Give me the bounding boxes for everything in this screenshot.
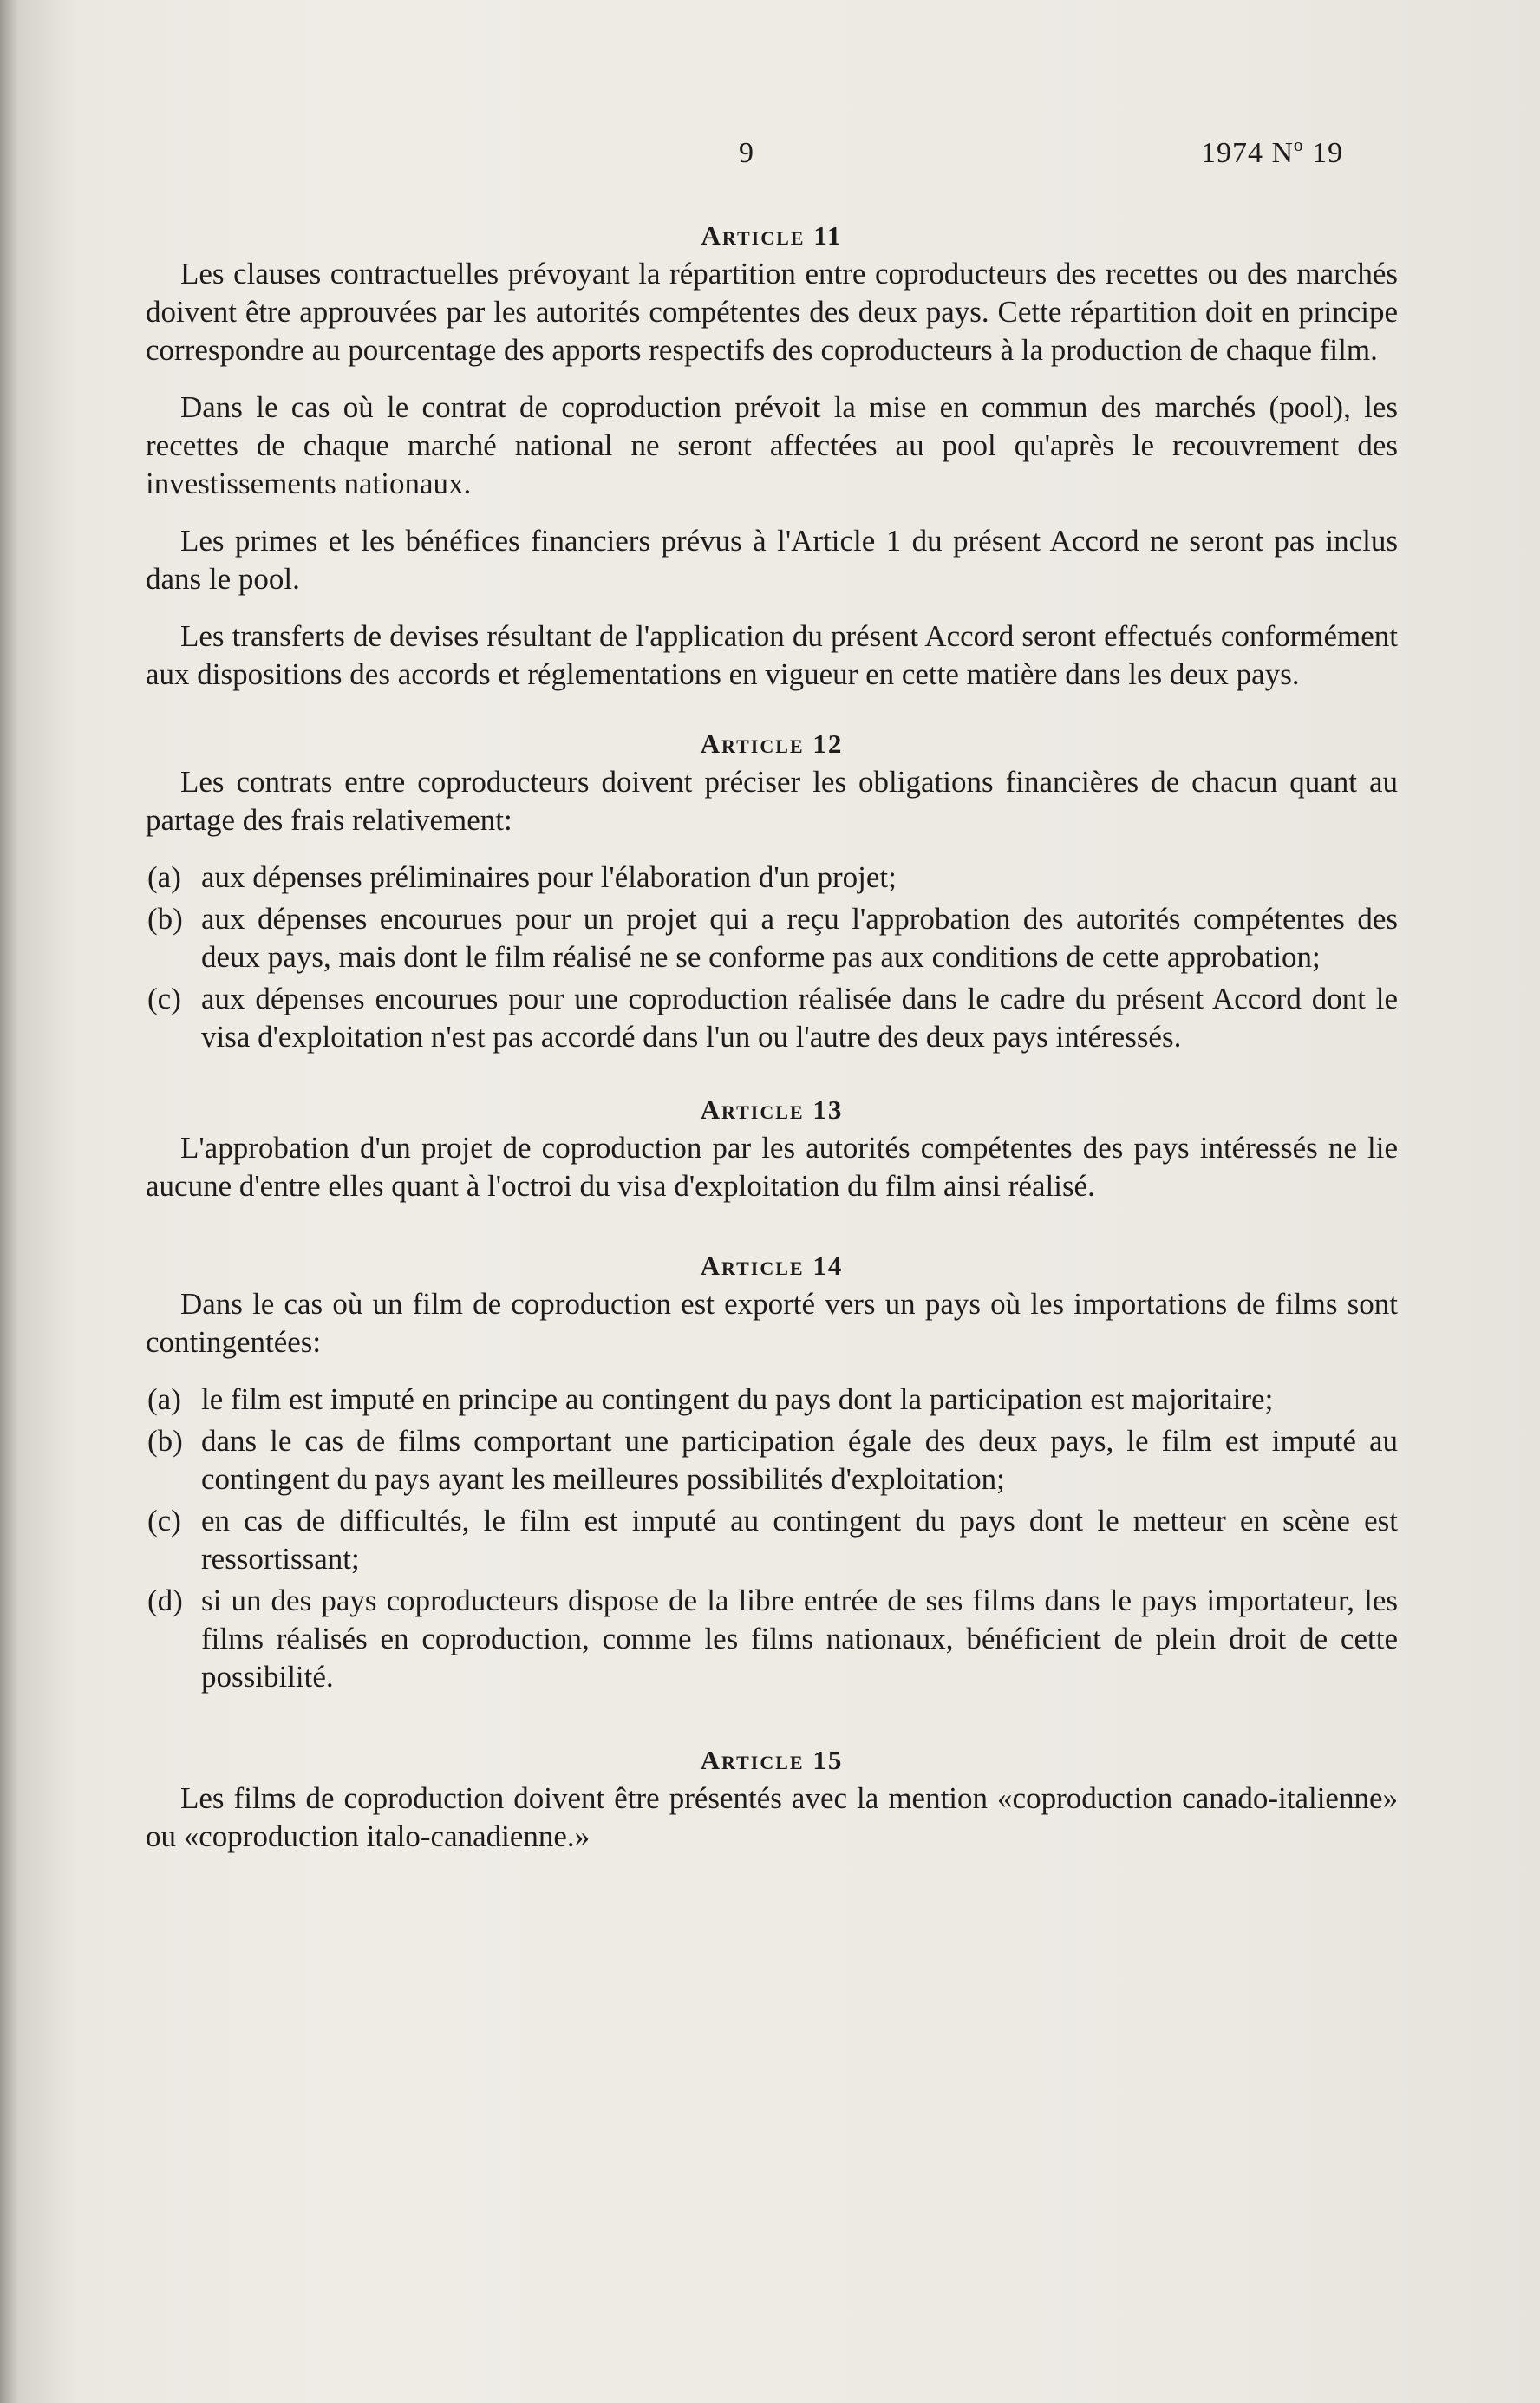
article-heading: Article 11	[701, 220, 843, 251]
list-item-text: aux dépenses encourues pour une coproduction réalisée dans le cadre du présent Accord dont le visa d'exploitation n'est pas accordé dans l'un ou l'autre des deux pays intéressés.	[201, 982, 1398, 1054]
list-item-label: (a)	[147, 1382, 181, 1416]
article-11	[146, 217, 1398, 694]
journal-reference: 1974 Nº 19	[1201, 137, 1344, 169]
paragraph: Les clauses contractuelles prévoyant la répartition entre coproducteurs des recettes ou des marchés doivent être approuvées par les autorités compétentes des deux pays. Cette répartition doit en principe correspondre au pourcentage des apports respectifs des coproducteurs à la production de chaque film.	[146, 257, 1398, 367]
article-14	[146, 1247, 1398, 1696]
binding-gutter	[0, 0, 19, 2403]
paragraph: Les films de coproduction doivent être présentés avec la mention «coproduction canado-italienne» ou «coproduction italo-canadienne.»	[146, 1781, 1398, 1853]
paragraph: Les primes et les bénéfices financiers prévus à l'Article 1 du présent Accord ne seront pas inclus dans le pool.	[146, 524, 1398, 596]
list-item	[146, 900, 1398, 976]
list-item	[146, 1381, 1398, 1419]
article-heading: Article 13	[700, 1094, 844, 1125]
document-body	[146, 217, 1398, 1856]
article-13	[146, 1091, 1398, 1205]
list-item	[146, 1502, 1398, 1578]
paragraph: Dans le cas où un film de coproduction est exporté vers un pays où les importations de films sont contingentées:	[146, 1287, 1398, 1359]
list-item	[146, 859, 1398, 897]
list-item-text: aux dépenses encourues pour un projet qui a reçu l'approbation des autorités compétentes des deux pays, mais dont le film réalisé ne se conforme pas aux conditions de cette approbation;	[201, 902, 1398, 974]
list-item	[146, 980, 1398, 1056]
list-item-label: (c)	[147, 982, 181, 1015]
article-heading: Article 15	[700, 1745, 844, 1775]
list-item-text: en cas de difficultés, le film est imputé au contingent du pays dont le metteur en scène est ressortissant;	[201, 1504, 1398, 1576]
list-item-text: si un des pays coproducteurs dispose de la libre entrée de ses films dans le pays importateur, les films réalisés en coproduction, comme les films nationaux, bénéficient de plein droit de cette possibilité.	[201, 1583, 1398, 1694]
list-item-text: aux dépenses préliminaires pour l'élaboration d'un projet;	[201, 860, 897, 894]
list-item	[146, 1422, 1398, 1499]
paragraph: L'approbation d'un projet de coproduction par les autorités compétentes des pays intéressés ne lie aucune d'entre elles quant à l'octroi du visa d'exploitation du film ainsi réalisé.	[146, 1131, 1398, 1203]
list-item	[146, 1582, 1398, 1696]
article-12	[146, 725, 1398, 1056]
list-item-text: le film est imputé en principe au contingent du pays dont la participation est majoritaire;	[201, 1382, 1274, 1416]
list-item-label: (d)	[147, 1583, 183, 1617]
page-header	[0, 137, 1540, 175]
paragraph: Les contrats entre coproducteurs doivent préciser les obligations financières de chacun quant au partage des frais relativement:	[146, 765, 1398, 837]
list-item-label: (b)	[147, 1424, 183, 1458]
paragraph: Les transferts de devises résultant de l'application du présent Accord seront effectués conformément aux dispositions des accords et réglementations en vigueur en cette matière dans les deux pays.	[146, 619, 1398, 691]
list-item-label: (c)	[147, 1504, 181, 1538]
paragraph: Dans le cas où le contrat de coproduction prévoit la mise en commun des marchés (pool), les recettes de chaque marché national ne seront affectées au pool qu'après le recouvrement des investissements nationaux.	[146, 390, 1398, 500]
article-heading: Article 14	[700, 1250, 844, 1281]
article-heading: Article 12	[700, 728, 844, 759]
list-item-label: (a)	[147, 860, 181, 894]
page-number: 9	[739, 137, 754, 169]
article-15	[146, 1741, 1398, 1856]
list-item-text: dans le cas de films comportant une participation égale des deux pays, le film est imputé au contingent du pays ayant les meilleures possibilités d'exploitation;	[201, 1424, 1398, 1496]
list-item-label: (b)	[147, 902, 183, 936]
